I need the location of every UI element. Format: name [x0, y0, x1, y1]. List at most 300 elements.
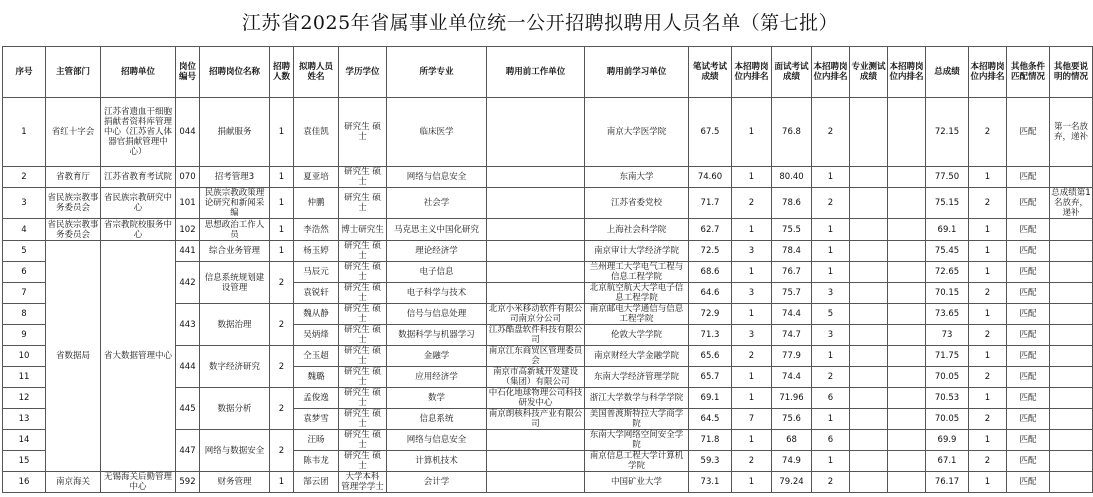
table-header-row	[3, 47, 1093, 98]
cell-prof	[850, 388, 888, 409]
cell-edu: 大学本科 管理学学士	[339, 472, 387, 493]
cell-post: 数字经济研究	[200, 346, 270, 388]
cell-trank: 1	[969, 241, 1007, 262]
table-row	[3, 472, 1093, 493]
cell-no: 5	[3, 241, 46, 262]
cell-irank: 6	[812, 388, 850, 409]
cell-prank	[888, 430, 926, 451]
column-header: 本招聘岗位内排名	[812, 47, 850, 98]
cell-code: 070	[176, 167, 200, 188]
cell-interview: 75.5	[772, 219, 812, 241]
cell-study: 江苏省委党校	[585, 188, 689, 219]
cell-note	[1050, 388, 1093, 409]
cell-prof	[850, 409, 888, 430]
cell-unit: 江苏省遗血干细胞捐献者资料库管理中心（江苏省人体器官捐献管理中心）	[101, 98, 176, 167]
cell-major: 电子信息	[387, 262, 487, 283]
cell-irank: 1	[812, 219, 850, 241]
cell-work: 中石化地球物理公司科技研发中心	[487, 388, 585, 409]
cell-trank: 2	[969, 98, 1007, 167]
cell-interview: 74.4	[772, 304, 812, 325]
cell-total: 70.05	[926, 409, 969, 430]
column-header: 专业测试成绩	[850, 47, 888, 98]
cell-major: 社会学	[387, 188, 487, 219]
cell-trank: 1	[969, 472, 1007, 493]
cell-no: 15	[3, 451, 46, 472]
cell-written: 68.6	[689, 262, 732, 283]
column-header: 本招聘岗位内排名	[969, 47, 1007, 98]
cell-study: 浙江大学数学与科学学院	[585, 388, 689, 409]
cell-post: 捐献服务	[200, 98, 270, 167]
cell-trank: 1	[969, 304, 1007, 325]
cell-written: 72.5	[689, 241, 732, 262]
cell-work: 南京江东商贸区管理委员会	[487, 346, 585, 367]
cell-note	[1050, 304, 1093, 325]
cell-post: 财务管理	[200, 472, 270, 493]
cell-edu: 博士研究生	[339, 219, 387, 241]
column-header: 拟聘人员姓名	[294, 47, 339, 98]
cell-interview: 74.9	[772, 451, 812, 472]
cell-prof	[850, 472, 888, 493]
column-header: 主管部门	[46, 47, 101, 98]
column-header: 本招聘岗位内排名	[732, 47, 772, 98]
cell-wrank: 1	[732, 430, 772, 451]
cell-name: 仝玉超	[294, 346, 339, 367]
cell-no: 4	[3, 219, 46, 241]
cell-prof	[850, 304, 888, 325]
cell-study: 伦敦大学学院	[585, 325, 689, 346]
cell-trank: 2	[969, 325, 1007, 346]
cell-edu: 研究生 硕士	[339, 409, 387, 430]
cell-no: 3	[3, 188, 46, 219]
cell-interview: 71.96	[772, 388, 812, 409]
cell-work	[487, 262, 585, 283]
column-header: 笔试考试成绩	[689, 47, 732, 98]
cell-prank	[888, 346, 926, 367]
cell-match: 匹配	[1007, 430, 1050, 451]
cell-interview: 74.4	[772, 367, 812, 388]
cell-count: 2	[270, 346, 294, 388]
cell-irank: 3	[812, 325, 850, 346]
cell-total: 77.50	[926, 167, 969, 188]
cell-edu: 研究生 硕士	[339, 283, 387, 304]
cell-written: 62.7	[689, 219, 732, 241]
cell-name: 郜云团	[294, 472, 339, 493]
cell-total: 67.1	[926, 451, 969, 472]
column-header: 总成绩	[926, 47, 969, 98]
page-title: 江苏省2025年省属事业单位统一公开招聘拟聘用人员名单（第七批）	[241, 12, 839, 34]
cell-major: 理论经济学	[387, 241, 487, 262]
cell-wrank: 1	[732, 98, 772, 167]
cell-edu: 研究生 硕士	[339, 451, 387, 472]
cell-wrank: 1	[732, 388, 772, 409]
cell-prof	[850, 188, 888, 219]
cell-note	[1050, 167, 1093, 188]
cell-unit: 省民族宗教研究中心	[101, 188, 176, 219]
cell-code: 443	[176, 304, 200, 346]
cell-unit: 省大数据管理中心	[101, 241, 176, 472]
cell-code: 441	[176, 241, 200, 262]
cell-major: 信号与信息处理	[387, 304, 487, 325]
cell-no: 6	[3, 262, 46, 283]
cell-prank	[888, 241, 926, 262]
cell-irank: 2	[812, 367, 850, 388]
cell-work	[487, 451, 585, 472]
cell-post: 信息系统规划建设管理	[200, 262, 270, 304]
column-header: 学历学位	[339, 47, 387, 98]
cell-count: 1	[270, 188, 294, 219]
cell-match: 匹配	[1007, 167, 1050, 188]
cell-post: 网络与数据安全	[200, 430, 270, 472]
cell-study: 北京航空航天大学电子信息工程学院	[585, 283, 689, 304]
cell-prof	[850, 346, 888, 367]
cell-unit: 无锡海关后勤管理中心	[101, 472, 176, 493]
cell-match: 匹配	[1007, 388, 1050, 409]
cell-count: 2	[270, 304, 294, 346]
cell-match: 匹配	[1007, 325, 1050, 346]
cell-match: 匹配	[1007, 98, 1050, 167]
cell-prof	[850, 167, 888, 188]
column-header: 岗位编号	[176, 47, 200, 98]
cell-study: 东南大学	[585, 167, 689, 188]
column-header: 聘用前学习单位	[585, 47, 689, 98]
cell-count: 1	[270, 167, 294, 188]
cell-work	[487, 283, 585, 304]
cell-irank: 1	[812, 346, 850, 367]
cell-wrank: 3	[732, 325, 772, 346]
column-header: 招聘人数	[270, 47, 294, 98]
cell-written: 71.8	[689, 430, 732, 451]
cell-study: 中国矿业大学	[585, 472, 689, 493]
cell-prank	[888, 451, 926, 472]
cell-work	[487, 167, 585, 188]
cell-post: 招考管理3	[200, 167, 270, 188]
cell-match: 匹配	[1007, 188, 1050, 219]
cell-work	[487, 241, 585, 262]
cell-no: 8	[3, 304, 46, 325]
cell-irank: 1	[812, 451, 850, 472]
cell-total: 75.15	[926, 188, 969, 219]
cell-interview: 77.9	[772, 346, 812, 367]
cell-work: 江苏酷盘软件科技有限公司	[487, 325, 585, 346]
cell-count: 1	[270, 98, 294, 167]
cell-wrank: 7	[732, 409, 772, 430]
cell-wrank: 2	[732, 346, 772, 367]
cell-note	[1050, 472, 1093, 493]
cell-dept: 南京海关	[46, 472, 101, 493]
cell-written: 74.60	[689, 167, 732, 188]
cell-written: 69.1	[689, 388, 732, 409]
cell-total: 69.9	[926, 430, 969, 451]
cell-major: 电子科学与技术	[387, 283, 487, 304]
cell-trank: 1	[969, 219, 1007, 241]
cell-irank: 5	[812, 304, 850, 325]
cell-written: 72.9	[689, 304, 732, 325]
cell-work: 北京小米移动软件有限公司南京分公司	[487, 304, 585, 325]
cell-prank	[888, 325, 926, 346]
cell-match: 匹配	[1007, 283, 1050, 304]
cell-no: 1	[3, 98, 46, 167]
cell-wrank: 3	[732, 283, 772, 304]
cell-major: 会计学	[387, 472, 487, 493]
cell-written: 64.6	[689, 283, 732, 304]
cell-total: 71.75	[926, 346, 969, 367]
cell-edu: 研究生 硕士	[339, 430, 387, 451]
cell-match: 匹配	[1007, 472, 1050, 493]
cell-name: 汪旸	[294, 430, 339, 451]
cell-work	[487, 472, 585, 493]
cell-count: 1	[270, 241, 294, 262]
cell-prof	[850, 451, 888, 472]
cell-prof	[850, 262, 888, 283]
column-header: 招聘单位	[101, 47, 176, 98]
cell-study: 东南大学网络空间安全学院	[585, 430, 689, 451]
cell-total: 69.1	[926, 219, 969, 241]
cell-major: 网络与信息安全	[387, 430, 487, 451]
table-row	[3, 188, 1093, 219]
cell-unit: 省宗教院校服务中心	[101, 219, 176, 241]
cell-no: 12	[3, 388, 46, 409]
cell-irank: 1	[812, 262, 850, 283]
cell-trank: 2	[969, 451, 1007, 472]
cell-major: 马克思主义中国化研究	[387, 219, 487, 241]
cell-wrank: 1	[732, 219, 772, 241]
cell-work: 南京朗核科技产业有限公司	[487, 409, 585, 430]
cell-written: 71.3	[689, 325, 732, 346]
cell-irank: 1	[812, 241, 850, 262]
cell-written: 71.7	[689, 188, 732, 219]
column-header: 序号	[3, 47, 46, 98]
cell-post: 数据治理	[200, 304, 270, 346]
cell-wrank: 2	[732, 188, 772, 219]
cell-no: 14	[3, 430, 46, 451]
cell-edu: 研究生 硕士	[339, 367, 387, 388]
cell-count: 1	[270, 472, 294, 493]
cell-code: 444	[176, 346, 200, 388]
cell-trank: 2	[969, 409, 1007, 430]
cell-trank: 1	[969, 388, 1007, 409]
cell-edu: 研究生 硕士	[339, 167, 387, 188]
cell-count: 2	[270, 430, 294, 472]
cell-major: 信息系统	[387, 409, 487, 430]
cell-no: 10	[3, 346, 46, 367]
cell-wrank: 3	[732, 241, 772, 262]
cell-prank	[888, 98, 926, 167]
cell-edu: 研究生 硕士	[339, 188, 387, 219]
cell-dept: 省民族宗教事务委员会	[47, 219, 99, 240]
cell-no: 7	[3, 283, 46, 304]
cell-written: 59.3	[689, 451, 732, 472]
cell-no: 9	[3, 325, 46, 346]
cell-total: 73.65	[926, 304, 969, 325]
cell-major: 数据科学与机器学习	[387, 325, 487, 346]
cell-no: 2	[3, 167, 46, 188]
cell-irank: 3	[812, 283, 850, 304]
cell-note	[1050, 262, 1093, 283]
cell-dept: 省数据局	[46, 241, 101, 472]
cell-major: 计算机技术	[387, 451, 487, 472]
cell-post: 数据分析	[200, 388, 270, 430]
cell-prank	[888, 388, 926, 409]
cell-match: 匹配	[1007, 346, 1050, 367]
cell-name: 袁锐轩	[294, 283, 339, 304]
cell-note	[1050, 346, 1093, 367]
cell-major: 金融学	[387, 346, 487, 367]
cell-work: 南京市高新城开发建设（集团）有限公司	[487, 367, 585, 388]
cell-name: 马辰元	[294, 262, 339, 283]
cell-study: 东南大学经济管理学院	[585, 367, 689, 388]
cell-major: 临床医学	[387, 98, 487, 167]
cell-code: 447	[176, 430, 200, 472]
cell-study: 南京邮电大学通信与信息工程学院	[585, 304, 689, 325]
cell-edu: 研究生 硕士	[339, 346, 387, 367]
column-header: 本招聘岗位内排名	[888, 47, 926, 98]
table-row	[3, 241, 1093, 262]
cell-interview: 76.7	[772, 262, 812, 283]
column-header: 面试考试成绩	[772, 47, 812, 98]
cell-total: 70.15	[926, 283, 969, 304]
cell-match: 匹配	[1007, 409, 1050, 430]
cell-name: 魏璐	[294, 367, 339, 388]
cell-prank	[888, 219, 926, 241]
cell-wrank: 1	[732, 304, 772, 325]
cell-post: 民族宗教政策理论研究和新闻采编	[200, 188, 270, 219]
cell-post: 思想政治工作人员	[200, 219, 270, 241]
cell-prank	[888, 188, 926, 219]
cell-name: 孟俊逸	[294, 388, 339, 409]
cell-total: 72.15	[926, 98, 969, 167]
cell-irank: 2	[812, 98, 850, 167]
cell-prof	[850, 283, 888, 304]
column-header: 其他条件匹配情况	[1007, 47, 1050, 98]
column-header: 聘用前工作单位	[487, 47, 585, 98]
cell-wrank: 1	[732, 262, 772, 283]
cell-prank	[888, 472, 926, 493]
cell-match: 匹配	[1007, 451, 1050, 472]
cell-no: 11	[3, 367, 46, 388]
cell-interview: 80.40	[772, 167, 812, 188]
cell-wrank: 1	[732, 472, 772, 493]
cell-name: 袁佳凯	[294, 98, 339, 167]
cell-wrank: 1	[732, 167, 772, 188]
cell-interview: 68	[772, 430, 812, 451]
cell-trank: 2	[969, 188, 1007, 219]
cell-code: 445	[176, 388, 200, 430]
cell-prank	[888, 167, 926, 188]
cell-edu: 研究生 硕士	[339, 304, 387, 325]
cell-work	[487, 98, 585, 167]
cell-code: 101	[176, 188, 200, 219]
cell-prof	[850, 219, 888, 241]
cell-count: 2	[270, 262, 294, 304]
cell-trank: 1	[969, 262, 1007, 283]
cell-note	[1050, 283, 1093, 304]
cell-match: 匹配	[1007, 219, 1050, 241]
cell-edu: 研究生 硕士	[339, 388, 387, 409]
column-header: 其他要说明的情况	[1050, 47, 1093, 98]
cell-major: 数学	[387, 388, 487, 409]
cell-total: 70.05	[926, 367, 969, 388]
cell-work	[487, 430, 585, 451]
cell-study: 上海社会科学院	[585, 219, 689, 241]
cell-written: 65.6	[689, 346, 732, 367]
cell-name: 杨玉婷	[294, 241, 339, 262]
cell-total: 73	[926, 325, 969, 346]
cell-note: 总成绩第1名放弃，递补	[1051, 188, 1091, 218]
cell-trank: 1	[969, 430, 1007, 451]
cell-match: 匹配	[1007, 241, 1050, 262]
cell-total: 70.53	[926, 388, 969, 409]
cell-interview: 78.6	[772, 188, 812, 219]
cell-study: 南京审计大学经济学院	[585, 241, 689, 262]
cell-interview: 75.7	[772, 283, 812, 304]
cell-study: 南京信息工程大学计算机学院	[585, 451, 689, 472]
cell-prank	[888, 409, 926, 430]
cell-code: 044	[176, 98, 200, 167]
cell-written: 65.7	[689, 367, 732, 388]
cell-work	[487, 188, 585, 219]
cell-name: 李浩然	[294, 219, 339, 241]
cell-written: 73.1	[689, 472, 732, 493]
cell-note	[1050, 241, 1093, 262]
cell-prof	[850, 98, 888, 167]
cell-prof	[850, 325, 888, 346]
cell-interview: 79.24	[772, 472, 812, 493]
cell-name: 夏亚培	[294, 167, 339, 188]
cell-irank: 2	[812, 188, 850, 219]
cell-note	[1050, 367, 1093, 388]
cell-name: 仲鹏	[294, 188, 339, 219]
cell-trank: 1	[969, 346, 1007, 367]
cell-trank: 2	[969, 367, 1007, 388]
cell-count: 1	[270, 219, 294, 241]
cell-count: 2	[270, 388, 294, 430]
cell-code: 592	[176, 472, 200, 493]
cell-note	[1050, 430, 1093, 451]
cell-name: 吴炳烽	[294, 325, 339, 346]
cell-dept: 省红十字会	[46, 98, 101, 167]
cell-note	[1050, 325, 1093, 346]
cell-note	[1050, 409, 1093, 430]
cell-match: 匹配	[1007, 262, 1050, 283]
cell-note	[1050, 451, 1093, 472]
cell-interview: 76.8	[772, 98, 812, 167]
cell-prof	[850, 367, 888, 388]
cell-study: 兰州理工大学电气工程与信息工程学院	[585, 262, 689, 283]
cell-prof	[850, 241, 888, 262]
cell-edu: 研究生 硕士	[339, 325, 387, 346]
cell-interview: 74.7	[772, 325, 812, 346]
cell-total: 76.17	[926, 472, 969, 493]
table-row	[3, 219, 1093, 241]
cell-irank: 6	[812, 430, 850, 451]
cell-code: 442	[176, 262, 200, 304]
recruitment-table	[2, 46, 1093, 493]
cell-irank: 2	[812, 472, 850, 493]
cell-post: 综合业务管理	[200, 241, 270, 262]
cell-written: 64.5	[689, 409, 732, 430]
cell-code: 102	[176, 219, 200, 241]
cell-name: 陈韦龙	[294, 451, 339, 472]
cell-name: 袁梦雪	[294, 409, 339, 430]
cell-match: 匹配	[1007, 304, 1050, 325]
cell-study: 南京大学医学院	[585, 98, 689, 167]
column-header: 招聘岗位名称	[200, 47, 270, 98]
cell-total: 72.65	[926, 262, 969, 283]
table-row	[3, 167, 1093, 188]
cell-no: 16	[3, 472, 46, 493]
cell-edu: 研究生 硕士	[339, 98, 387, 167]
cell-prank	[888, 367, 926, 388]
